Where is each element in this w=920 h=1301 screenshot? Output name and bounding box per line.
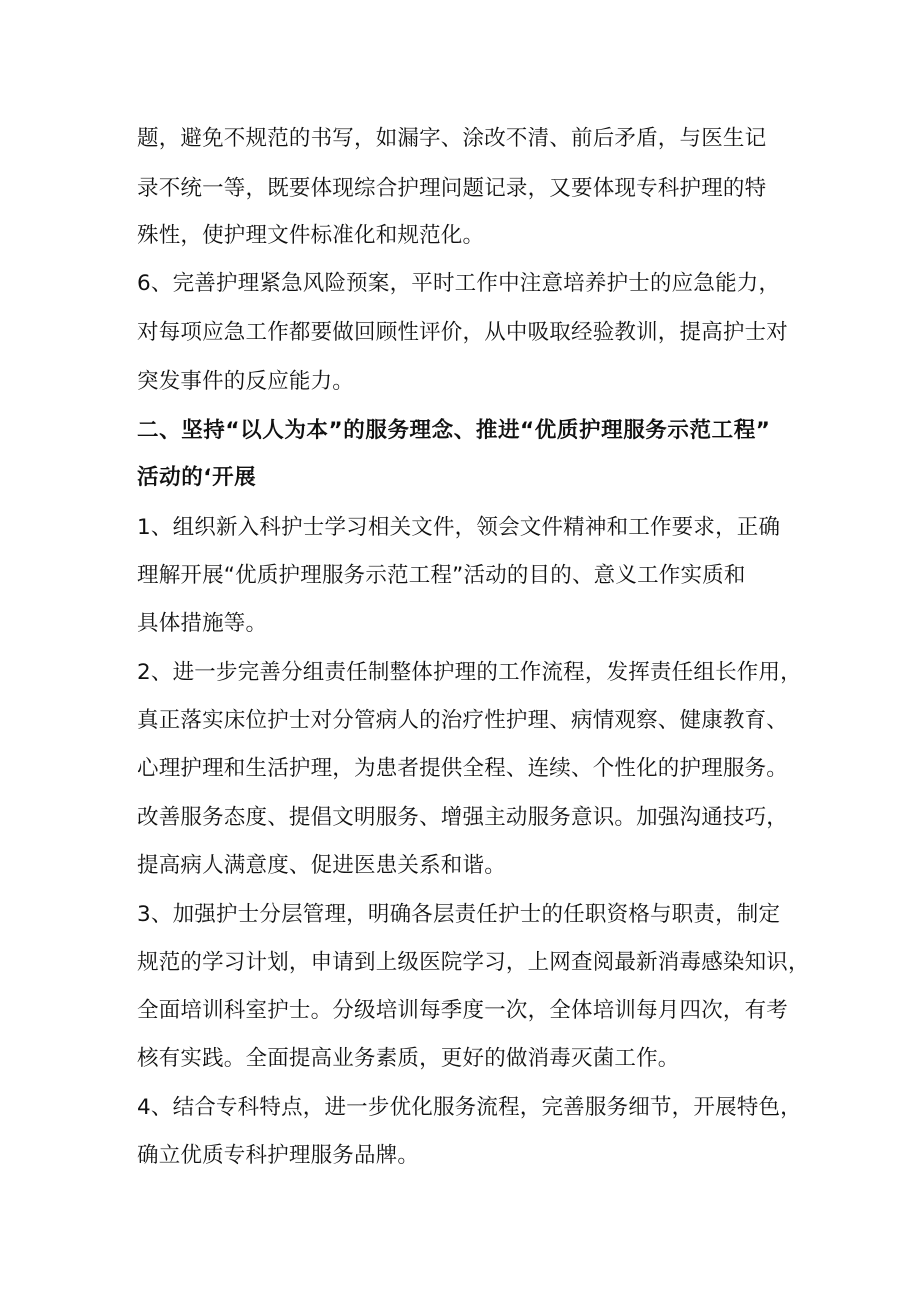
text-line: 录不统一等，既要体现综合护理问题记录，又要体现专科护理的特 xyxy=(137,176,767,201)
text-line: 全面培训科室护士。分级培训每季度一次，全体培训每月四次，有考 xyxy=(137,998,789,1023)
text-line: 题，避免不规范的书写，如漏字、涂改不清、前后矛盾，与医生记 xyxy=(137,126,767,151)
text-line: 殊性，使护理文件标准化和规范化。 xyxy=(137,223,485,248)
list-item-6-line: 6、完善护理紧急风险预案，平时工作中注意培养护士的应急能力， xyxy=(137,271,781,296)
section-heading: 活动的‘开展 xyxy=(137,465,257,490)
text-line: 理解开展“优质护理服务示范工程”活动的目的、意义工作实质和 xyxy=(137,563,746,588)
list-item-3-line: 3、加强护士分层管理，明确各层责任护士的任职资格与职责，制定 xyxy=(137,902,781,927)
text-line: 心理护理和生活护理，为患者提供全程、连续、个性化的护理服务。 xyxy=(137,756,789,781)
section-heading: 二、坚持“以人为本”的服务理念、推进“优质护理服务示范工程” xyxy=(137,418,771,443)
text-line: 确立优质专科护理服务品牌。 xyxy=(137,1143,420,1168)
list-item-4-line: 4、结合专科特点，进一步优化服务流程，完善服务细节，开展特色， xyxy=(137,1095,802,1120)
text-line: 具体措施等。 xyxy=(137,611,268,636)
text-line: 真正落实床位护士对分管病人的治疗性护理、病情观察、健康教育、 xyxy=(137,708,789,733)
list-item-1-line: 1、组织新入科护士学习相关文件，领会文件精神和工作要求，正确 xyxy=(137,515,781,540)
text-line: 改善服务态度、提倡文明服务、增强主动服务意识。加强沟通技巧， xyxy=(137,805,789,830)
list-item-2-line: 2、进一步完善分组责任制整体护理的工作流程，发挥责任组长作用， xyxy=(137,660,802,685)
text-line: 对每项应急工作都要做回顾性评价，从中吸取经验教训，提高护士对 xyxy=(137,320,789,345)
text-line: 规范的学习计划，申请到上级医院学习，上网查阅最新消毒感染知识， xyxy=(137,950,810,975)
text-line: 提高病人满意度、促进医患关系和谐。 xyxy=(137,853,506,878)
text-line: 突发事件的反应能力。 xyxy=(137,369,355,394)
text-line: 核有实践。全面提高业务素质，更好的做消毒灭菌工作。 xyxy=(137,1046,680,1071)
